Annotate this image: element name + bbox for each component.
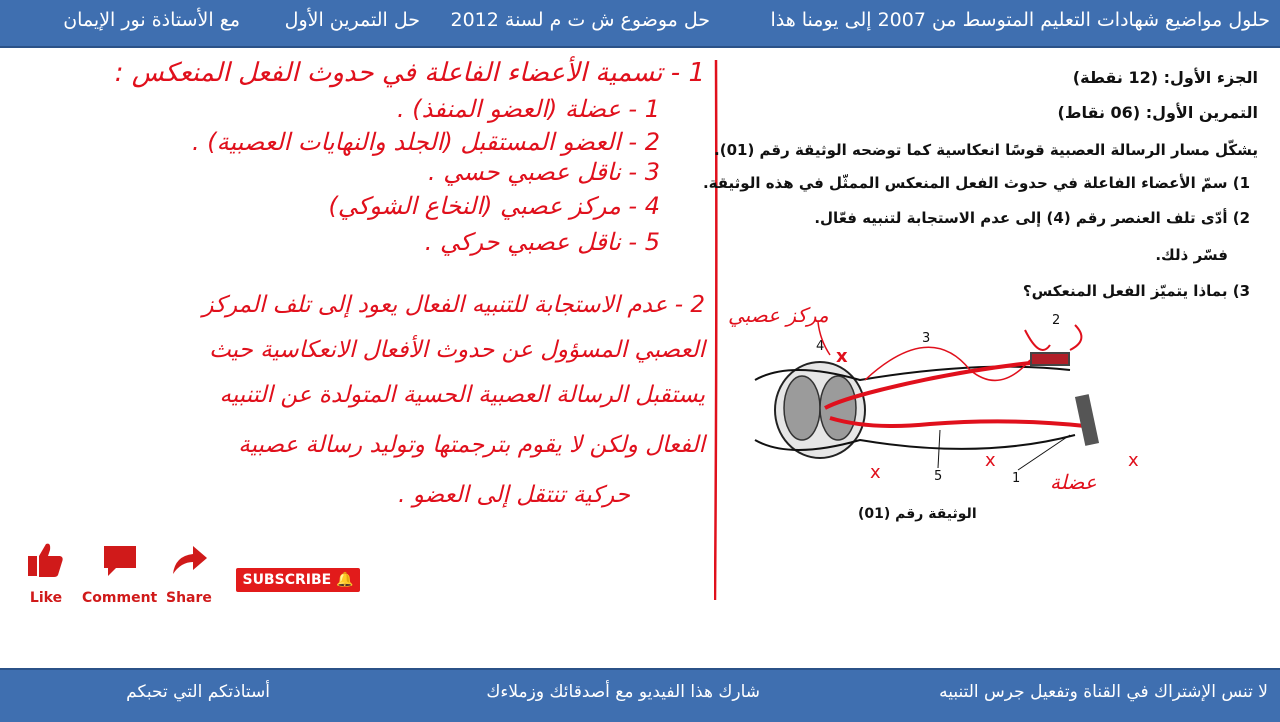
header-series: حلول مواضيع شهادات التعليم المتوسط من 2007 إلى يومنا هذا [770, 9, 1270, 31]
diagram-label-4: 4 [816, 339, 825, 354]
diagram-label-1: 1 [1012, 471, 1021, 486]
subscribe-button[interactable] [236, 568, 360, 592]
footer-subscribe-note: لا تنس الإشتراك في القناة وتفعيل جرس التنبيه [939, 682, 1268, 702]
answer-q2-line-4: الفعال ولكن لا يقوم بترجمتها وتوليد رسالة عصبية [238, 432, 705, 458]
diagram-label-2: 2 [1052, 313, 1061, 328]
exam-q2: 2) أدّى تلف العنصر رقم (4) إلى عدم الاستجابة لتنبيه فعّال. [814, 209, 1250, 227]
thumbs-up-icon [26, 540, 66, 580]
bell-icon: 🔔 [336, 572, 354, 588]
comment-icon [100, 540, 140, 580]
answer-q2-line-3: يستقبل الرسالة العصبية الحسية المتولدة عن التنبيه [219, 382, 705, 408]
header-exercise: حل التمرين الأول [284, 9, 420, 31]
footer-share-note: شارك هذا الفيديو مع أصدقائك وزملاءك [486, 682, 760, 702]
answer-q1-title: 1 - تسمية الأعضاء الفاعلة في حدوث الفعل المنعكس : [114, 58, 705, 88]
footer-signature: أستاذتكم التي تحبكم [126, 682, 270, 702]
answer-item-3: 3 - ناقل عصبي حسي . [428, 158, 660, 186]
header-teacher: مع الأستاذة نور الإيمان [63, 9, 240, 31]
exam-part: الجزء الأول: (12 نقطة) [1072, 68, 1258, 87]
share-arrow-icon [169, 540, 209, 580]
share-label: Share [166, 590, 212, 606]
like-button[interactable] [26, 540, 66, 606]
header-subject: حل موضوع ش ت م لسنة 2012 [450, 9, 710, 31]
ink-center-label: مركز عصبي [728, 303, 829, 327]
spinal-cord [775, 362, 865, 458]
comment-button[interactable] [82, 540, 157, 606]
ink-x-center: x [836, 346, 848, 367]
answer-q2-line-2: العصبي المسؤول عن حدوث الأفعال الانعكاسية حيث [209, 337, 705, 363]
exam-q3: 3) بماذا يتميّز الفعل المنعكس؟ [1022, 282, 1250, 300]
motor-path [830, 418, 1085, 426]
muscle [1075, 394, 1099, 446]
exam-q2b: فسّر ذلك. [1155, 246, 1228, 264]
diagram-label-5: 5 [934, 469, 943, 484]
comment-label: Comment [82, 590, 158, 606]
like-label: Like [29, 590, 63, 606]
header-bar [0, 0, 1280, 48]
answer-item-5: 5 - ناقل عصبي حركي . [424, 228, 660, 256]
answer-q2-line-1: 2 - عدم الاستجابة للتنبيه الفعال يعود إلى تلف المركز [202, 292, 705, 318]
ink-x-right: x [1128, 450, 1139, 471]
answer-q2-line-5: حركية تنتقل إلى العضو . [398, 482, 630, 508]
ink-muscle-label: عضلة [1050, 470, 1097, 494]
exam-q1: 1) سمّ الأعضاء الفاعلة في حدوث الفعل المنعكس الممثّل في هذه الوثيقة. [702, 174, 1250, 192]
doc-caption: الوثيقة رقم (01) [858, 506, 977, 522]
answer-item-2: 2 - العضو المستقبل (الجلد والنهايات العصبية) . [191, 128, 660, 156]
diagram-label-3: 3 [922, 331, 931, 346]
footer-bar [0, 668, 1280, 722]
answer-item-1: 1 - عضلة (العضو المنفذ) . [397, 95, 660, 123]
ink-x-left: x [870, 462, 881, 483]
exam-exercise: التمرين الأول: (06 نقاط) [1057, 103, 1258, 122]
subscribe-label: SUBSCRIBE [242, 572, 332, 588]
ink-x-mid: x [985, 450, 996, 471]
exam-intro: يشكّل مسار الرسالة العصبية قوسًا انعكاسية كما توضحه الوثيقة رقم (01). [714, 141, 1258, 159]
answer-item-4: 4 - مركز عصبي (النخاع الشوكي) [328, 192, 660, 220]
share-button[interactable] [166, 540, 212, 606]
